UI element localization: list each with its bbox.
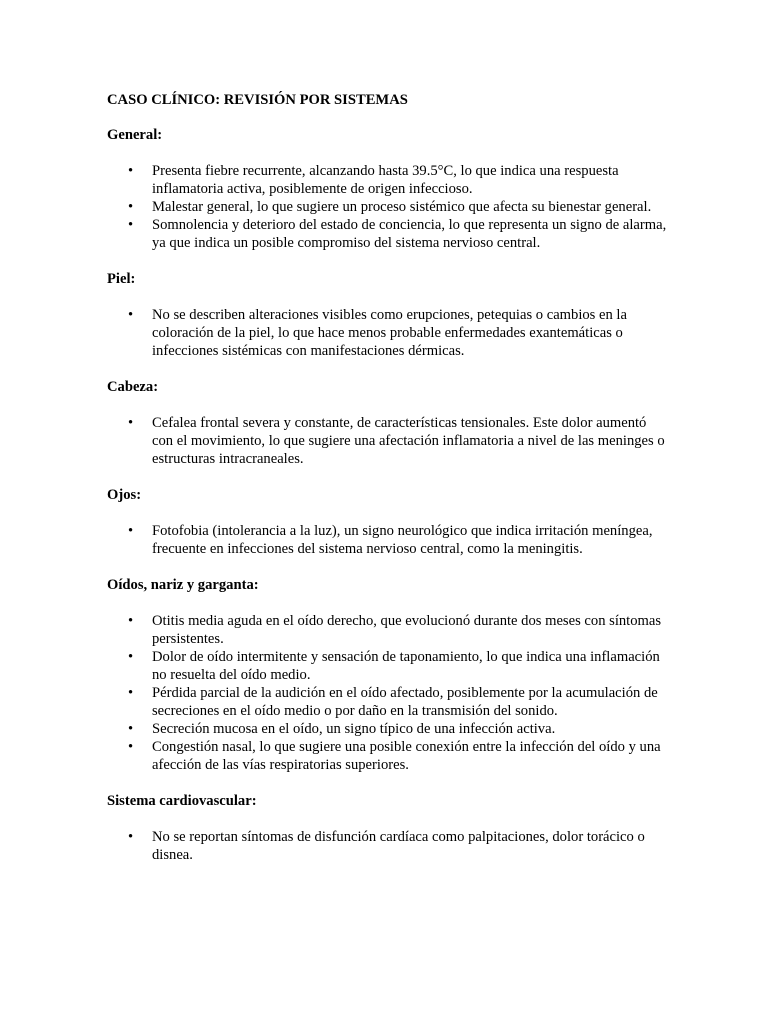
list-item: • No se reportan síntomas de disfunción cardíaca como palpitaciones, dolor torácico o disnea. (107, 828, 668, 864)
bullet-list (107, 414, 668, 468)
document-title: CASO CLÍNICO: REVISIÓN POR SISTEMAS (107, 92, 408, 108)
section-general (107, 126, 668, 252)
section-heading: General: (107, 127, 163, 143)
list-item: • Somnolencia y deterioro del estado de conciencia, lo que representa un signo de alarma, ya que indica un posible compromiso del sistema nervioso central. (107, 216, 668, 252)
list-item: • Fotofobia (intolerancia a la luz), un signo neurológico que indica irritación meníngea, frecuente en infecciones del sistema nervioso central, como la meningitis. (107, 522, 668, 558)
section-heading: Oídos, nariz y garganta: (107, 577, 259, 593)
list-item: • Cefalea frontal severa y constante, de características tensionales. Este dolor aumentó con el movimiento, lo que sugiere una afectación inflamatoria a nivel de las meninges o estructuras intracraneales. (107, 414, 668, 468)
section-piel (107, 270, 668, 360)
list-item: • Malestar general, lo que sugiere un proceso sistémico que afecta su bienestar general. (107, 198, 668, 216)
list-item: • Secreción mucosa en el oído, un signo típico de una infección activa. (107, 720, 668, 738)
bullet-list (107, 522, 668, 558)
bullet-list (107, 162, 668, 252)
list-item: • Dolor de oído intermitente y sensación de taponamiento, lo que indica una inflamación no resuelta del oído medio. (107, 648, 668, 684)
section-heading: Sistema cardiovascular: (107, 793, 257, 809)
bullet-list (107, 828, 668, 864)
section-cabeza (107, 378, 668, 468)
section-heading: Ojos: (107, 487, 142, 503)
list-item: • No se describen alteraciones visibles como erupciones, petequias o cambios en la coloración de la piel, lo que hace menos probable enfermedades exantemáticas o infecciones sistémicas con manifestaciones dérmicas. (107, 306, 668, 360)
bullet-list (107, 612, 668, 774)
section-oidos-nariz-garganta (107, 576, 668, 774)
section-ojos (107, 486, 668, 558)
list-item: • Congestión nasal, lo que sugiere una posible conexión entre la infección del oído y una afección de las vías respiratorias superiores. (107, 738, 668, 774)
section-heading: Cabeza: (107, 379, 159, 395)
bullet-list (107, 306, 668, 360)
list-item: • Presenta fiebre recurrente, alcanzando hasta 39.5°C, lo que indica una respuesta inflamatoria activa, posiblemente de origen infeccioso. (107, 162, 668, 198)
list-item: • Otitis media aguda en el oído derecho, que evolucionó durante dos meses con síntomas persistentes. (107, 612, 668, 648)
section-sistema-cardiovascular (107, 792, 668, 864)
list-item: • Pérdida parcial de la audición en el oído afectado, posiblemente por la acumulación de secreciones en el oído medio o por daño en la transmisión del sonido. (107, 684, 668, 720)
section-heading: Piel: (107, 271, 136, 287)
